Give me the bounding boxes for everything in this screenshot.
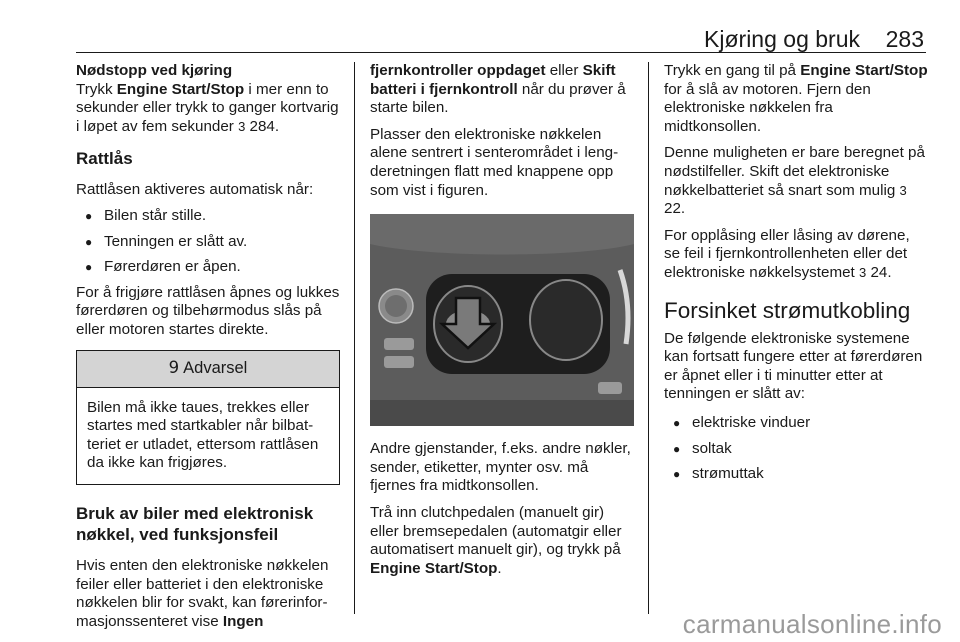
list-item: ● strømuttak [664, 465, 928, 484]
text: Hvis enten den elektroniske nøkkelen feiler eller batteriet i den elektroniske nøkkelen blir for svakt, kan førerinformasjonssenteret vise [76, 556, 329, 630]
text: 22. [664, 200, 686, 218]
paragraph-delayed-intro: De følgende elektroniske systemene kan fortsatt fungere etter at førerdøren er åpnet eller i ti minutter etter at tenningen er slått av: [664, 329, 923, 403]
subheading-emergency-stop: Nødstopp ved kjøring [76, 62, 233, 79]
display-message: fjernkontroller oppdaget [370, 62, 546, 79]
paragraph-steering-release: For å frigjøre rattlåsen åpnes og lukkes førerdøren og tilbehørmodus slås på eller motoren startes direkte. [76, 283, 340, 338]
steering-lock-list [76, 207, 340, 277]
paragraph-place-key: Plasser den elektroniske nøkkelen alene sentrert i senterområdet i lengderetningen flatt med knappene opp som vist i figuren. [370, 125, 619, 199]
paragraph-steering-intro: Rattlåsen aktiveres automatisk når: [76, 181, 314, 199]
page-ref-icon: 3 [858, 264, 867, 280]
column-divider [354, 62, 355, 614]
paragraph-messages [370, 62, 634, 118]
display-message: Ingen [222, 612, 264, 630]
heading-delayed-power-off: Forsinket strømutkobling [664, 297, 911, 323]
text: Trykk en gang til på [664, 62, 801, 79]
list-item: ● Førerdøren er åpen. [76, 258, 340, 277]
page-header [0, 0, 960, 50]
paragraph-remove-objects: Andre gjenstander, f.eks. andre nøkler, sender, etiketter, mynter osv. må fjernes fra midtkonsollen. [370, 440, 631, 495]
paragraph-press-pedal [370, 504, 634, 578]
paragraph-faulty-key [76, 557, 340, 631]
text: . [497, 559, 502, 577]
column-divider [648, 62, 649, 614]
list-item: ● soltak [664, 440, 928, 459]
text: i mer enn to sekunder eller trykk to ganger kortvarig i løpet av fem sekunder [76, 80, 339, 135]
paragraph-emergency-stop [76, 81, 340, 137]
delayed-power-list [664, 414, 928, 484]
text: For opplåsing eller låsing av dørene, se feil i fjernkontrollenheten eller det elektroniske nøkkelsystemet [664, 226, 910, 281]
page-number: 283 [885, 26, 924, 52]
paragraph-press-again [664, 62, 928, 136]
text: eller [545, 62, 583, 79]
page-title: Kjøring og bruk [704, 26, 860, 52]
text: 24. [866, 263, 892, 281]
column-2 [370, 62, 634, 586]
text: Denne muligheten er bare beregnet på nødstilfeller. Skift det elektroniske nøkkelbatteriet så snart som mulig [664, 144, 925, 199]
warning-box [76, 350, 340, 485]
header-rule [76, 52, 926, 53]
key-position-figure [370, 214, 634, 426]
page-ref-icon: 3 [899, 182, 907, 198]
paragraph-unlock [664, 227, 928, 283]
control-name: Engine Start/Stop [116, 80, 245, 98]
text: Trykk [76, 80, 117, 98]
warning-icon: 9 [168, 358, 180, 378]
list-item: ● Tenningen er slått av. [76, 233, 340, 252]
watermark: carmanualsonline.info [682, 609, 942, 639]
display-message: Skift batteri i fjernkontroll [370, 62, 616, 98]
heading-faulty-key: Bruk av biler med elektronisk nøkkel, ved funksjonsfeil [76, 503, 314, 544]
text: 284. [245, 117, 280, 135]
column-3 [664, 62, 928, 491]
control-name: Engine Start/Stop [800, 62, 928, 79]
column-1 [76, 62, 340, 639]
warning-header [77, 351, 339, 388]
paragraph-emergency-only [664, 144, 928, 218]
warning-text: Bilen må ikke taues, trekkes eller startes med startkabler når bilbatteriet er utladet, ettersom rattlåsen da ikke kan frigjøres. [87, 398, 319, 472]
list-item: ● elektriske vinduer [664, 414, 928, 433]
control-name: Engine Start/Stop [370, 559, 498, 577]
warning-title: Advarsel [183, 359, 248, 378]
text: når du prøver å starte bilen. [370, 80, 626, 117]
text: for å slå av motoren. Fjern den elektroniske nøkkelen fra midtkonsollen. [664, 80, 871, 135]
heading-steering-lock: Rattlås [76, 149, 133, 169]
list-item: ● Bilen står stille. [76, 207, 340, 226]
text: Trå inn clutchpedalen (manuelt gir) eller bremsepedalen (automatgir eller automatisert manuelt gir), og trykk på [370, 503, 622, 559]
page-ref-icon: 3 [238, 118, 246, 134]
